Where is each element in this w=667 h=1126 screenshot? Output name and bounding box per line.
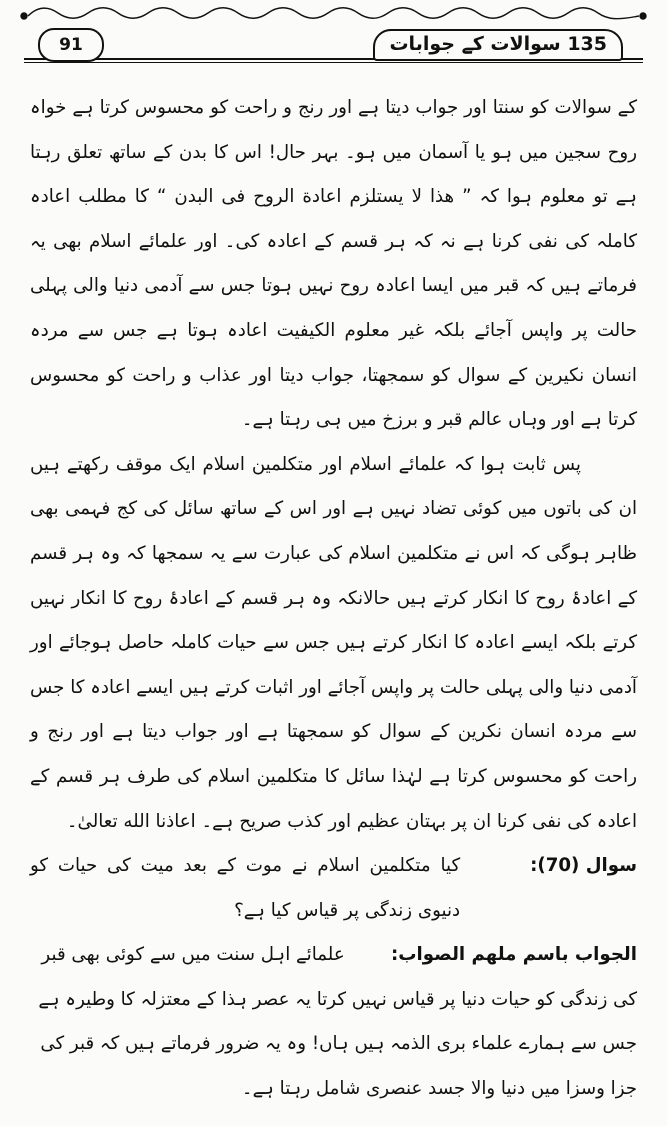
question-label: سوال (70):	[530, 855, 637, 877]
answer-text: علمائے اہل سنت میں سے کوئی بھی قبر کی زندگی کو حیات دنیا پر قیاس نہیں کرتا یہ عصر ہذا کے معتزلہ کا وطیرہ ہے جس سے ہمارے علماء بری الذمہ ہیں ہاں! وہ یہ ضرور فرماتے ہیں کہ قبر کی جزا وسزا میں دنیا والا جسد عنصری شامل رہتا ہے۔	[38, 944, 637, 1100]
answer-label: الجواب باسم ملهم الصواب:	[390, 944, 637, 966]
question-text: کیا متکلمین اسلام نے موت کے بعد میت کی حیات کو دنیوی زندگی پر قیاس کیا ہے؟	[30, 855, 461, 921]
paragraph-2: پس ثابت ہوا کہ علمائے اسلام اور متکلمین اسلام ایک موقف رکھتے ہیں ان کی باتوں میں کوئی تضاد نہیں ہے اور اس کے ساتھ سائل کی کج فہمی بھی ظاہر ہوگی کہ اس نے متکلمین اسلام کی عبارت سے یہ سمجھا کہ وہ ہر قسم کے اعادۂ روح کا انکار کرتے ہیں حالانکہ وہ ہر قسم کے اعادۂ روح کا انکار نہیں کرتے بلکہ ایسے اعادہ کا انکار کرتے ہیں جس سے حیات کاملہ حاصل ہوجائے اور آدمی دنیا والی پہلی حالت پر واپس آجائے اور اثبات کرتے ہیں ایسے اعادہ کا جس سے مردہ انسان نکرین کے سوال کو سمجھتا ہے اور جواب دیتا ہے اور رنج و راحت کو محسوس کرتا ہے لہٰذا سائل کا متکلمین اسلام کی طرف ہر قسم کے اعادہ کی نفی کرنا ان پر بہتان عظیم اور کذب صریح ہے۔ اعاذنا الله تعالیٰ۔	[30, 453, 637, 832]
answer-spacer	[350, 944, 385, 965]
header-rule-thin	[24, 62, 643, 63]
ornament-icon	[18, 6, 649, 20]
answer-block	[30, 933, 637, 1111]
page-body	[30, 86, 637, 1112]
book-title: 135 سوالات کے جوابات	[373, 29, 623, 61]
top-ornament-border	[18, 6, 649, 20]
page-number: 91	[38, 28, 104, 62]
paragraph-1: کے سوالات کو سنتا اور جواب دیتا ہے اور رنج و راحت کو محسوس کرتا ہے خواہ روح سجین میں ہو یا آسمان میں ہو۔ بہر حال! اس کا بدن کے ساتھ تعلق رہتا ہے تو معلوم ہوا کہ ” هذا لا يستلزم اعادة الروح فى البدن “ کا مطلب اعادہ کاملہ کی نفی کرنا ہے نہ کہ ہر قسم کے اعادہ کی۔ اور علمائے اسلام بھی یہ فرماتے ہیں کہ قبر میں ایسا اعادہ روح نہیں ہوتا جس سے آدمی دنیا والی پہلی حالت پر واپس آجائے بلکہ غیر معلوم الکیفیت اعادہ ہوتا ہے جس سے مردہ انسان نکیرین کے سوال کو سمجھتا، جواب دیتا اور عذاب و راحت کو محسوس کرتا ہے اور وہاں عالم قبر و برزخ میں ہی رہتا ہے۔	[30, 97, 637, 431]
page-header	[24, 22, 643, 68]
question-70	[30, 844, 637, 933]
